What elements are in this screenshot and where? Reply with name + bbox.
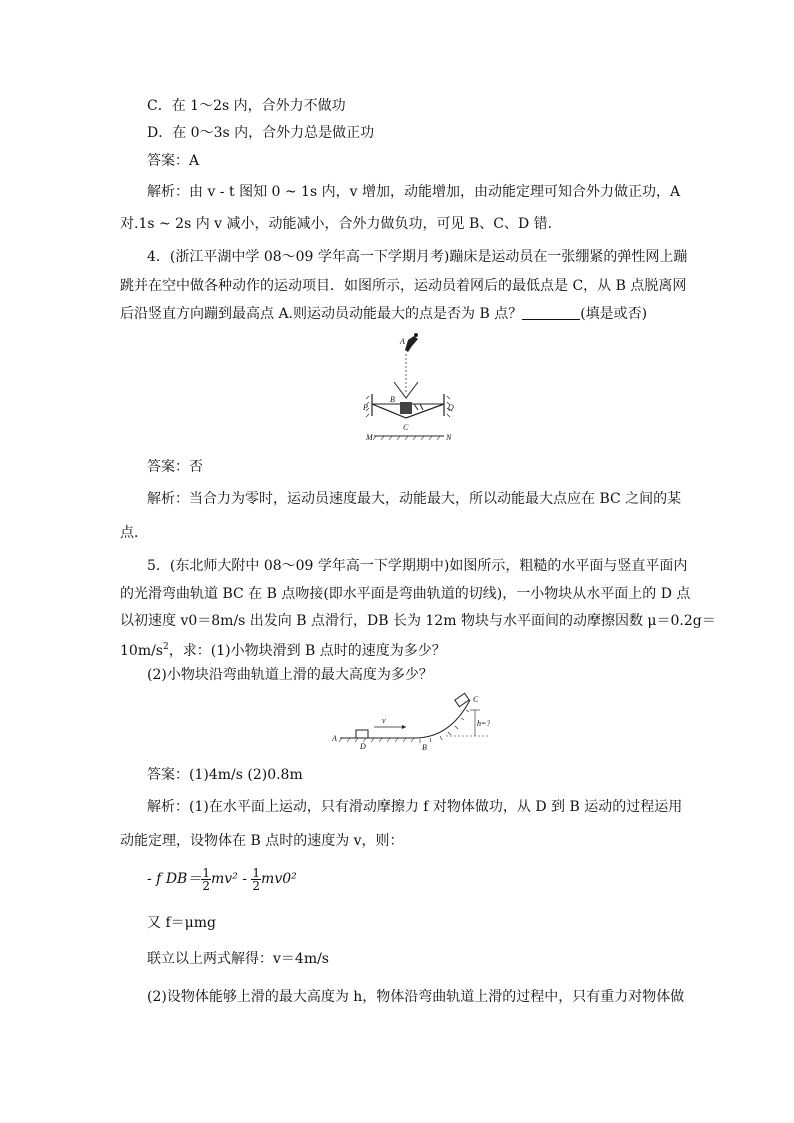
label-q: Q (448, 403, 454, 412)
q5-stem-line3: 以初速度 v0＝8m/s 出发向 B 点滑行，DB 长为 12m 物块与水平面间的动摩擦因数 μ＝0.2g＝ (120, 613, 716, 629)
q3-answer: 答案：A (147, 153, 200, 169)
q5-stem-line2: 的光滑弯曲轨道 BC 在 B 点吻接(即水平面是弯曲轨道的切线)，一小物块从水平面上的 D 点 (120, 586, 691, 602)
part2-line: (2)设物体能够上滑的最大高度为 h，物体沿弯曲轨道上滑的过程中，只有重力对物体做 (147, 989, 685, 1005)
label-m: M (366, 433, 373, 442)
label-b: B (390, 395, 395, 404)
q5-stem-line1: 5．(东北师大附中 08～09 学年高一下学期期中)如图所示，粗糙的水平面与竖直平面内 (147, 558, 688, 574)
trampoline-figure (360, 332, 460, 444)
q5-stem-line5: (2)小物块沿弯曲轨道上滑的最大高度为多少？ (147, 667, 433, 683)
q4-analysis-line1: 解析：当合力为零时，运动员速度最大，动能最大，所以动能最大点应在 BC 之间的某 (147, 491, 682, 507)
solve-line: 联立以上两式解得：v＝4m/s (147, 951, 329, 967)
q4-answer: 答案：否 (147, 459, 203, 475)
label-b: B (422, 743, 427, 752)
label-h: h=? (477, 719, 490, 728)
q5-answer: 答案：(1)4m/s (2)0.8m (147, 767, 303, 783)
option-c: C．在 1～2s 内，合外力不做功 (147, 98, 346, 114)
label-c: C (473, 695, 479, 704)
label-a: A (332, 734, 337, 743)
label-v: v (382, 716, 386, 725)
label-d: D (360, 742, 366, 751)
track-figure (330, 690, 490, 752)
friction-relation: 又 f＝μmg (147, 915, 216, 931)
label-c: C (403, 423, 409, 432)
q5-stem-line4: $10m/s^2$，求：(1)小物块滑到 B 点时的速度为多少？ (120, 642, 446, 659)
q3-analysis-line1: 解析：由 v - t 图知 0 ~ 1s 内，v 增加，动能增加，由动能定理可知合外力做正功，A (147, 184, 681, 200)
answer-blank (522, 306, 580, 320)
q4-stem-line1: 4．(浙江平湖中学 08～09 学年高一下学期月考)蹦床是运动员在一张绷紧的弹性网上蹦 (147, 249, 688, 265)
q3-analysis-line2: 对.1s ~ 2s 内 v 减小，动能减小，合外力做负功，可见 B、C、D 错． (120, 216, 562, 232)
option-d: D．在 0～3s 内，合外力总是做正功 (147, 125, 375, 141)
label-n: N (446, 433, 452, 442)
athlete-figure (405, 336, 418, 352)
energy-equation: - f DB＝ $\frac{1}{2}$ mv² - $\frac{1}{2}$ mv0² (147, 865, 297, 893)
label-p: P (363, 403, 368, 412)
q4-stem-line2: 跳并在空中做各种动作的运动项目．如图所示，运动员着网后的最低点是 C，从 B 点脱离网 (120, 278, 687, 294)
q5-analysis-line1: 解析：(1)在水平面上运动，只有滑动摩擦力 f 对物体做功，从 D 到 B 运动的过程运用 (147, 799, 683, 815)
q5-analysis-line2: 动能定理，设物体在 B 点时的速度为 v，则： (120, 833, 404, 849)
label-a: A (400, 337, 405, 346)
q4-analysis-line2: 点． (120, 525, 148, 541)
q4-stem-line3: 后沿竖直方向蹦到最高点 A.则运动员动能最大的点是否为 B 点？ (填是或否) (120, 306, 648, 322)
